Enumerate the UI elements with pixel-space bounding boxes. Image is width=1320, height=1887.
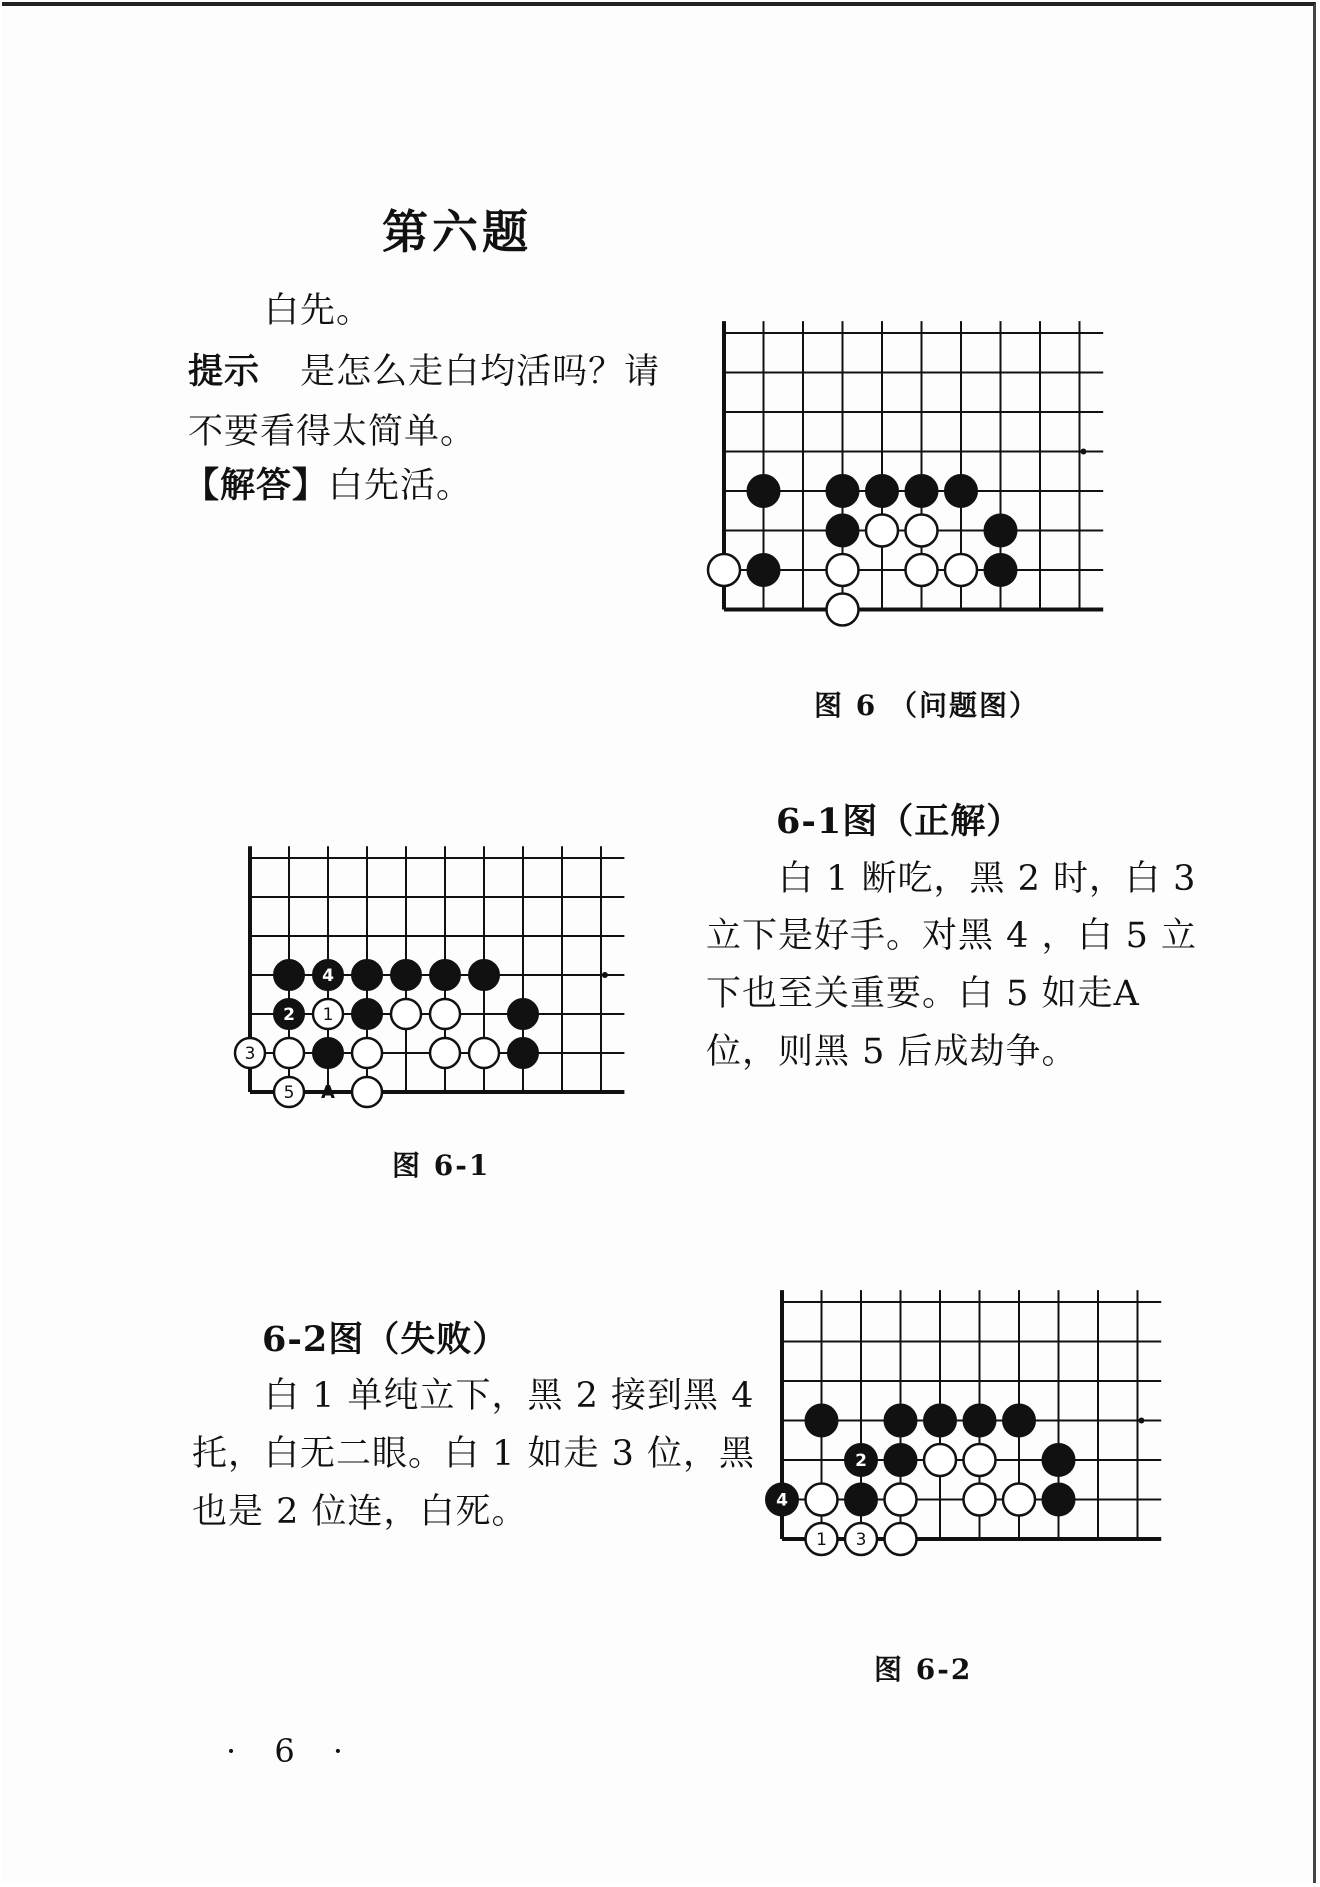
- black-stone-4: [313, 960, 343, 990]
- white-stone: [1003, 1484, 1035, 1516]
- black-stone: [469, 960, 499, 990]
- star-point: [602, 972, 608, 978]
- black-stone: [352, 960, 382, 990]
- black-stone: [313, 1038, 343, 1068]
- white-stone: [430, 999, 460, 1029]
- black-stone: [964, 1405, 996, 1437]
- svg-text:3: 3: [244, 1044, 256, 1064]
- white-stone: [866, 515, 898, 547]
- svg-text:1: 1: [322, 1005, 334, 1025]
- white-stone: [708, 554, 740, 586]
- black-stone: [508, 999, 538, 1029]
- black-stone: [827, 475, 859, 507]
- black-stone: [885, 1405, 917, 1437]
- star-point: [1138, 1418, 1144, 1424]
- white-stone: [827, 554, 859, 586]
- hint-text-1: 是怎么走白均活吗？请: [300, 352, 661, 392]
- black-stone: [1043, 1484, 1075, 1516]
- black-stone: [866, 475, 898, 507]
- white-stone: [827, 594, 859, 626]
- black-stone-2: [845, 1444, 877, 1476]
- white-stone: [945, 554, 977, 586]
- svg-text:3: 3: [855, 1530, 867, 1550]
- svg-text:5: 5: [283, 1083, 295, 1103]
- problem-instruction: 白先。: [264, 291, 373, 331]
- black-stone: [1043, 1444, 1075, 1476]
- star-point: [1080, 449, 1086, 455]
- white-stone-3: [235, 1038, 265, 1068]
- black-stone: [1003, 1405, 1035, 1437]
- section-6-1-line-2: 立下是好手。对黑 4 ，白 5 立: [706, 916, 1198, 956]
- black-stone: [806, 1405, 838, 1437]
- black-stone: [945, 475, 977, 507]
- go-board-figure-6-1: [230, 848, 630, 1103]
- hint-text-2: 不要看得太简单。: [188, 412, 477, 452]
- answer-label: 【解答】: [184, 465, 329, 506]
- black-stone: [827, 515, 859, 547]
- white-stone: [469, 1038, 499, 1068]
- black-stone: [748, 475, 780, 507]
- section-6-1-line-1: 白 1 断吃，黑 2 时，白 3: [778, 859, 1197, 899]
- white-stone: [806, 1484, 838, 1516]
- white-stone: [352, 1038, 382, 1068]
- answer-line: [184, 458, 472, 508]
- hint-line-1: [188, 344, 660, 394]
- white-stone: [924, 1444, 956, 1476]
- svg-text:4: 4: [322, 966, 334, 986]
- white-stone-1: [313, 999, 343, 1029]
- black-stone-4: [766, 1484, 798, 1516]
- black-stone: [924, 1405, 956, 1437]
- figure-6-2-caption: 图 6-2: [874, 1653, 973, 1686]
- white-stone: [391, 999, 421, 1029]
- white-stone: [885, 1484, 917, 1516]
- svg-text:1: 1: [816, 1530, 827, 1550]
- svg-text:2: 2: [283, 1005, 295, 1025]
- white-stone: [964, 1484, 996, 1516]
- svg-text:4: 4: [776, 1490, 788, 1511]
- black-stone: [906, 475, 938, 507]
- book-page: [2, 2, 1316, 1883]
- go-board-figure-6-2: [758, 1296, 1178, 1558]
- section-6-1-line-3: 下也至关重要。白 5 如走A: [706, 974, 1140, 1014]
- white-stone-5: [274, 1077, 304, 1107]
- figure-6-1-caption: 图 6-1: [392, 1149, 491, 1182]
- section-6-2-heading: 6-2图（失败）: [262, 1319, 509, 1360]
- black-stone: [985, 515, 1017, 547]
- svg-text:2: 2: [855, 1451, 867, 1471]
- black-stone: [391, 960, 421, 990]
- section-6-1-line-4: 位，则黑 5 后成劫争。: [706, 1032, 1078, 1072]
- section-6-2-line-2: 托，白无二眼。白 1 如走 3 位，黑: [192, 1434, 756, 1474]
- black-stone: [352, 999, 382, 1029]
- white-stone: [430, 1038, 460, 1068]
- black-stone: [274, 960, 304, 990]
- page-number: · 6 ·: [226, 1732, 358, 1770]
- go-board-figure-6: [702, 326, 1142, 636]
- figure-6-caption: 图 6 （问题图）: [814, 689, 1039, 722]
- white-stone: [906, 554, 938, 586]
- black-stone: [885, 1444, 917, 1476]
- white-stone-3: [845, 1523, 877, 1555]
- white-stone: [885, 1523, 917, 1555]
- white-stone: [964, 1444, 996, 1476]
- white-stone: [906, 515, 938, 547]
- answer-text: 白先活。: [328, 466, 473, 506]
- white-stone: [274, 1038, 304, 1068]
- black-stone: [748, 554, 780, 586]
- black-stone-2: [274, 999, 304, 1029]
- hint-label: 提示: [188, 351, 261, 392]
- section-6-2-line-3: 也是 2 位连，白死。: [192, 1492, 528, 1532]
- black-stone: [985, 554, 1017, 586]
- problem-title: 第六题: [382, 205, 532, 259]
- black-stone: [430, 960, 460, 990]
- white-stone: [352, 1077, 382, 1107]
- section-6-2-line-1: 白 1 单纯立下，黑 2 接到黑 4: [264, 1376, 755, 1416]
- section-6-1-heading: 6-1图（正解）: [776, 801, 1023, 842]
- black-stone: [508, 1038, 538, 1068]
- position-mark-A: A: [321, 1082, 335, 1103]
- white-stone-1: [806, 1523, 838, 1555]
- black-stone: [845, 1484, 877, 1516]
